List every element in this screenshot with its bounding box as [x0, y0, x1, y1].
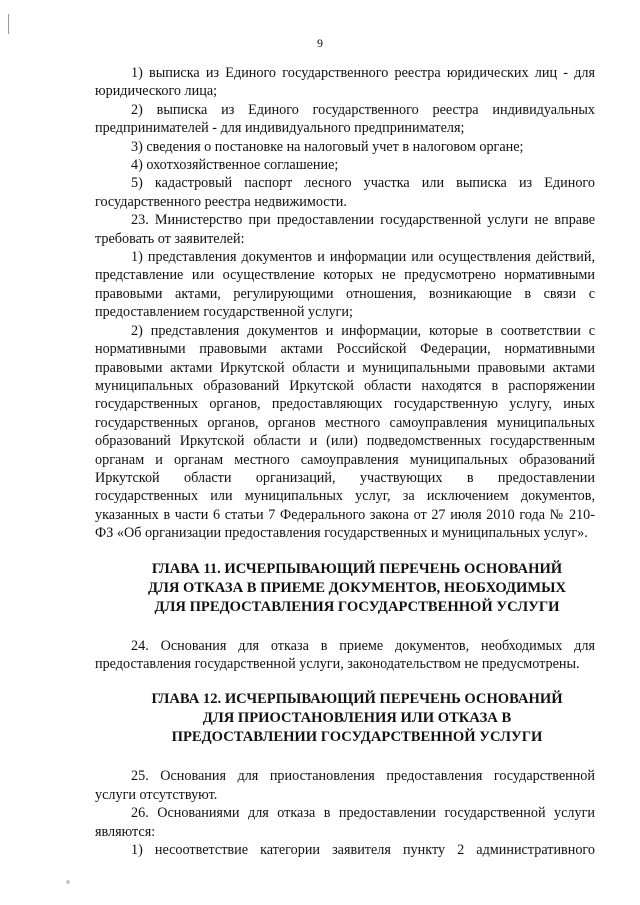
scan-edge-mark	[8, 14, 9, 34]
list-item-egrul: 1) выписка из Единого государственного реестра юридических лиц - для юридического лица;	[95, 65, 595, 100]
clause-26: 26. Основаниями для отказа в предоставлении государственной услуги являются:	[95, 805, 595, 840]
chapter-12-line-1: ГЛАВА 12. ИСЧЕРПЫВАЮЩИЙ ПЕРЕЧЕНЬ ОСНОВАНИЙ	[151, 691, 563, 708]
document-body	[95, 64, 595, 859]
chapter-11-line-2: ДЛЯ ОТКАЗА В ПРИЕМЕ ДОКУМЕНТОВ, НЕОБХОДИМЫХ	[147, 579, 567, 596]
chapter-12-line-3: ПРЕДОСТАВЛЕНИИ ГОСУДАРСТВЕННОЙ УСЛУГИ	[171, 729, 543, 746]
clause-23-item-1: 1) представления документов и информации или осуществления действий, представление или осуществление которых не предусмотрено нормативными правовыми актами, регулирующими отношения, возникающие в связи с предоставлением государственной услуги;	[95, 249, 595, 321]
list-item-hunting-agreement: 4) охотхозяйственное соглашение;	[131, 157, 339, 174]
chapter-11-line-1: ГЛАВА 11. ИСЧЕРПЫВАЮЩИЙ ПЕРЕЧЕНЬ ОСНОВАНИЙ	[151, 560, 563, 577]
chapter-12-heading	[95, 690, 595, 747]
clause-23: 23. Министерство при предоставлении государственной услуги не вправе требовать от заявителей:	[95, 212, 595, 247]
clause-25: 25. Основания для приостановления предоставления государственной услуги отсутствуют.	[95, 768, 595, 803]
list-item-egrip: 2) выписка из Единого государственного реестра индивидуальных предпринимателей - для индивидуального предпринимателя;	[95, 101, 595, 137]
chapter-11-heading	[95, 560, 595, 617]
list-item-cadastral-passport: 5) кадастровый паспорт лесного участка или выписка из Единого государственного реестра недвижимости.	[95, 175, 595, 210]
page-number: 9	[317, 36, 323, 50]
chapter-11-line-3: ДЛЯ ПРЕДОСТАВЛЕНИЯ ГОСУДАРСТВЕННОЙ УСЛУГИ	[154, 598, 560, 615]
chapter-12-line-2: ДЛЯ ПРИОСТАНОВЛЕНИЯ ИЛИ ОТКАЗА В	[202, 710, 512, 727]
clause-24: 24. Основания для отказа в приеме документов, необходимых для предоставления государственной услуги, законодательством не предусмотрены.	[95, 637, 595, 672]
clause-26-item-1: 1) несоответствие категории заявителя пункту 2 административного	[131, 842, 595, 858]
clause-23-item-2: 2) представления документов и информации, которые в соответствии с нормативными правовыми актами Российской Федерации, нормативными правовыми актами Иркутской области и муниципальными правовыми актами муниципальных образований Иркутской области находятся в распоряжении государственных органов, предоставляющих государственную услугу, иных государственных органов, органов местного самоуправления муниципальных образований Иркутской области и (или) подведомственных государственным органам и органам местного самоуправления муниципальных образований Иркутской области организаций, участвующих в предоставлении государственных или муниципальных услуг, за исключением документов, указанных в части 6 статьи 7 Федерального закона от 27 июля 2010 года № 210-ФЗ «Об организации предоставления государственных и муниципальных услуг».	[95, 322, 595, 542]
scan-speck	[66, 880, 70, 884]
list-item-tax-registration: 3) сведения о постановке на налоговый учет в налоговом органе;	[131, 138, 524, 155]
